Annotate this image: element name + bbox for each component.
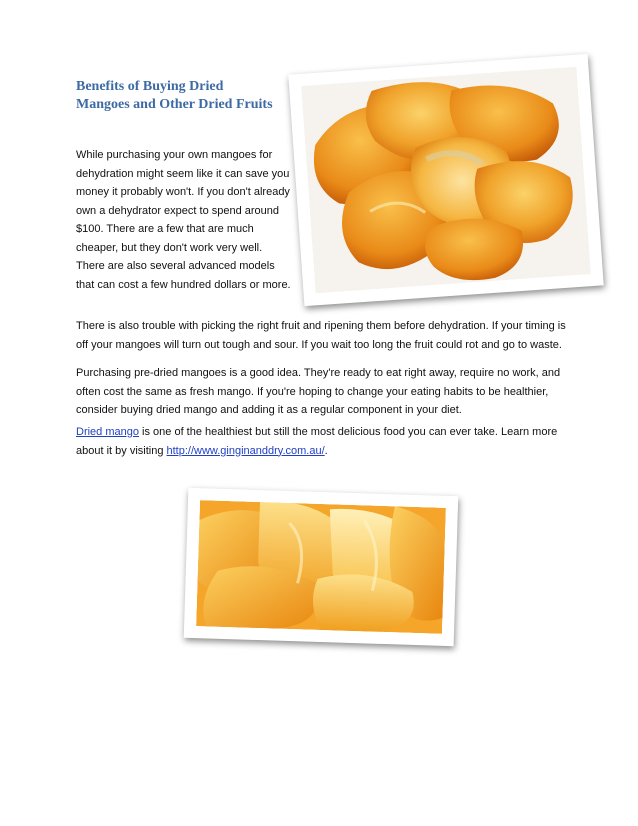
mango-strips-image (196, 500, 446, 634)
dried-mango-link[interactable]: Dried mango (76, 426, 139, 438)
paragraph-learn-more-text: is one of the healthiest but still the most delicious food you can ever take. Learn more about it by visiting (76, 426, 558, 457)
website-link[interactable]: http://www.ginginanddry.com.au/ (166, 444, 325, 457)
paragraph-ripening: There is also trouble with picking the right fruit and ripening them before dehydration. If your timing is off your mangoes will turn out tough and sour. If you wait too long the fruit could rot and go to waste. (76, 320, 566, 351)
intro-paragraph: While purchasing your own mangoes for dehydration might seem like it can save you money it probably won't. If you don't already own a dehydrator expect to spend around $100. There are a few that are much cheaper, but they don't work very well. There are also several advanced models that can cost a few hundred dollars or more. (76, 149, 291, 291)
mango-slices-image (301, 67, 591, 294)
paragraph-end-punctuation: . (324, 444, 328, 457)
article-title: Benefits of Buying Dried Mangoes and Other Dried Fruits (76, 79, 273, 112)
paragraph-learn-more (76, 423, 576, 460)
dried-mango-photo-bottom (184, 488, 459, 646)
dried-mango-photo-top (288, 54, 603, 306)
paragraph-pre-dried: Purchasing pre-dried mangoes is a good idea. They're ready to eat right away, require no work, and often cost the same as fresh mango. If you're hoping to change your eating habits to be healthier, consider buying dried mango and adding it as a regular component in your diet. (76, 367, 561, 416)
